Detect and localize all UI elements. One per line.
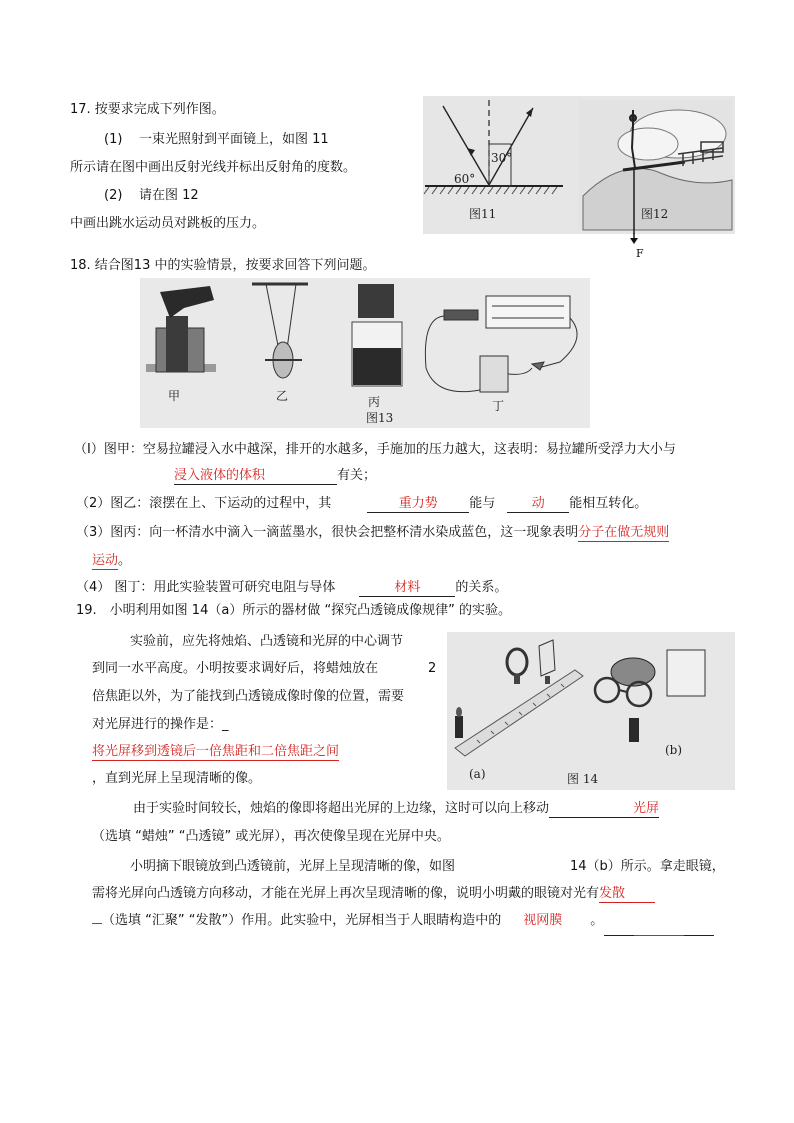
q19-p3-l1a: 小明摘下眼镜放到凸透镜前，光屏上呈现清晰的像，如图 xyxy=(130,859,456,874)
q19-p1-l4: 对光屏进行的操作是：_ xyxy=(92,717,229,732)
q18-a2-answer1: 重力势 xyxy=(367,495,469,513)
fig11-caption: 图11 xyxy=(469,207,497,221)
fig13-label-ding: 丁 xyxy=(492,399,505,413)
fig13-label-bing: 丙 xyxy=(368,395,381,409)
q19-p3-l2-line xyxy=(92,885,655,903)
q19-p3-l2: 需将光屏向凸透镜方向移动，才能在光屏上再次呈现清晰的像，说明小明戴的眼镜对光有 xyxy=(92,886,600,901)
q17-item1 xyxy=(104,131,329,149)
reflected-arrow-icon xyxy=(526,108,533,117)
q19-p1-answer-line xyxy=(92,743,339,761)
q17-title: 17. 按要求完成下列作图。 xyxy=(70,102,225,117)
q19-p2-l2: （选填 “蜡烛” “凸透镜” 或光屏），再次使像呈现在光屏中央。 xyxy=(92,829,450,844)
q19-p3-l3a: （选填 “汇聚” “发散”）作用。此实验中，光屏相当于人眼睛构造中的 xyxy=(102,913,502,928)
q19-p1-l2a: 到同一水平高度。小明按要求调好后，将蜡烛放在 xyxy=(92,661,379,676)
q18-a3-prefix: （3）图丙：向一杯清水中滴入一滴蓝墨水，很快会把整杯清水染成蓝色，这一现象表明 xyxy=(76,525,579,540)
force-label: F xyxy=(636,247,644,260)
figure-13 xyxy=(140,278,590,428)
figure-14 xyxy=(447,632,735,790)
q17-item2-text2: 中画出跳水运动员对跳板的压力。 xyxy=(70,216,266,231)
q19-p3-answer1: 发散 xyxy=(599,885,655,903)
q18-a2-answer2: 动 xyxy=(507,495,569,513)
q17-item1-num: (1) xyxy=(104,132,123,147)
fig14-caption: 图 14 xyxy=(567,772,599,786)
q18-a4 xyxy=(76,579,507,597)
figure-11-12 xyxy=(423,96,735,234)
q19-p1-l1: 实验前，应先将烛焰、凸透镜和光屏的中心调节 xyxy=(130,634,404,649)
fig13-yi xyxy=(252,284,308,378)
q19-title: 19. 小明利用如图 14（a）所示的器材做 “探究凸透镜成像规律” 的实验。 xyxy=(76,603,512,618)
q17-item2-text: 请在图 12 xyxy=(138,188,199,203)
figure-13-drawing xyxy=(140,278,590,428)
q19-p3-l3-line xyxy=(92,912,603,930)
fig13-label-yi: 乙 xyxy=(276,389,289,403)
answer-blank-line xyxy=(604,935,714,936)
q18-a1-suffix: 有关； xyxy=(337,468,377,483)
q18-a3-answer1: 分子在做无规则 xyxy=(578,525,670,540)
fig13-caption: 图13 xyxy=(366,411,394,425)
q18-a4-suffix: 的关系。 xyxy=(455,580,508,595)
angle-reflect-label: 30° xyxy=(491,151,513,165)
q19-p1-l6: ，直到光屏上呈现清晰的像。 xyxy=(92,771,262,786)
incident-arrow-icon xyxy=(467,148,475,156)
q19-p2-l1: 由于实验时间较长，烛焰的像即将超出光屏的上边缘，这时可以向上移动 xyxy=(133,801,550,816)
q18-a2-mid: 能与 xyxy=(469,496,496,511)
q18-a2 xyxy=(76,495,647,513)
q19-p2-answer: 光屏 xyxy=(549,800,659,818)
fig13-label-jia: 甲 xyxy=(168,389,181,403)
q18-a1-prefix: （I）图甲：空易拉罐浸入水中越深，排开的水越多，手施加的压力越大，这表明：易拉罐所受浮力大小与 xyxy=(74,442,676,457)
q18-a2-suffix: 能相互转化。 xyxy=(569,496,648,511)
force-arrowhead-icon xyxy=(628,233,642,245)
fig13-jia xyxy=(146,286,216,372)
q19-p1-l3: 倍焦距以外，为了能找到凸透镜成像时像的位置，需要 xyxy=(92,689,405,704)
fig14-label-b: (b) xyxy=(665,743,683,757)
fig14-label-a: (a) xyxy=(469,767,486,781)
q18-a3-suffix: 。 xyxy=(118,553,132,568)
figure-11-12-drawing xyxy=(423,96,735,234)
q19-p3-l3b: 。 xyxy=(590,913,604,928)
figure-14-drawing xyxy=(447,632,735,790)
q17-item2 xyxy=(104,187,199,205)
q18-title: 18. 结合图13 中的实验情景，按要求回答下列问题。 xyxy=(70,258,376,273)
angle-incident-label: 60° xyxy=(454,172,476,186)
q18-a1-line2 xyxy=(174,467,376,485)
q18-a4-prefix: （4） 图丁：用此实验装置可研究电阻与导体 xyxy=(76,580,336,595)
q19-p1-l2b: 2 xyxy=(428,661,437,676)
q17-item1-text: 一束光照射到平面镜上，如图 11 xyxy=(138,132,329,147)
q18-a2-prefix: （2）图乙：滚摆在上、下运动的过程中，其 xyxy=(76,496,332,511)
fig13-bing xyxy=(352,284,402,386)
q18-a3-answer2: 运动 xyxy=(92,553,119,568)
fig14-b xyxy=(595,650,705,757)
q19-p3-l1b: 14（b）所示。拿走眼镜， xyxy=(570,859,725,874)
q19-p3-answer2: 视网膜 xyxy=(523,913,563,928)
q18-a3 xyxy=(76,524,669,542)
q18-a3-line2 xyxy=(92,552,131,570)
q19-p2-l1-line xyxy=(133,800,659,818)
q17-item2-num: (2) xyxy=(104,188,123,203)
q18-a4-answer: 材料 xyxy=(359,579,455,597)
q19-p1-answer: 将光屏移到透镜后一倍焦距和二倍焦距之间 xyxy=(92,744,340,759)
q18-a1-answer: 浸入液体的体积 xyxy=(174,467,337,485)
fig12-caption: 图12 xyxy=(641,207,669,221)
fig14-a xyxy=(455,640,583,781)
q17-item1-text2: 所示请在图中画出反射光线并标出反射角的度数。 xyxy=(70,160,357,175)
fig13-ding xyxy=(425,296,577,392)
